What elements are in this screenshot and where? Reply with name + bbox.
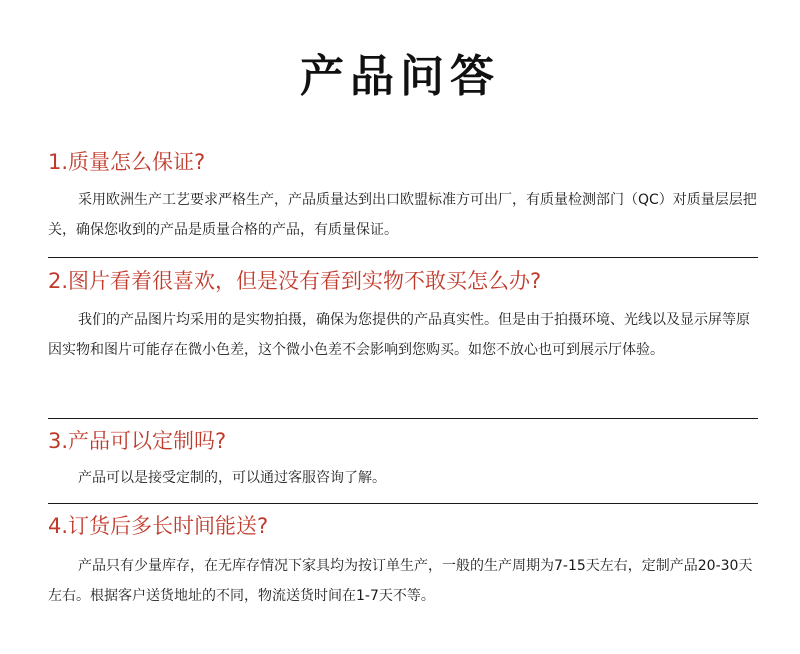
- question-3: 3.产品可以定制吗?: [48, 429, 227, 453]
- question-1: 1.质量怎么保证?: [48, 150, 206, 174]
- answer-1: 采用欧洲生产工艺要求严格生产，产品质量达到出口欧盟标准方可出厂，有质量检测部门（QC）对质量层层把关，确保您收到的产品是质量合格的产品，有质量保证。: [48, 192, 757, 238]
- divider: [48, 503, 758, 504]
- question-2: 2.图片看着很喜欢，但是没有看到实物不敢买怎么办?: [48, 269, 542, 293]
- page-title: 产品问答: [300, 51, 500, 102]
- divider: [48, 418, 758, 419]
- answer-3: 产品可以是接受定制的，可以通过客服咨询了解。: [78, 470, 386, 486]
- answer-4: 产品只有少量库存，在无库存情况下家具均为按订单生产，一般的生产周期为7-15天左右，定制产品20-30天左右。根据客户送货地址的不同，物流送货时间在1-7天不等。: [48, 558, 753, 604]
- question-4: 4.订货后多长时间能送?: [48, 514, 269, 538]
- divider: [48, 257, 758, 258]
- answer-2: 我们的产品图片均采用的是实物拍摄，确保为您提供的产品真实性。但是由于拍摄环境、光线以及显示屏等原因实物和图片可能存在微小色差，这个微小色差不会影响到您购买。如您不放心也可到展示厅体验。: [48, 312, 750, 358]
